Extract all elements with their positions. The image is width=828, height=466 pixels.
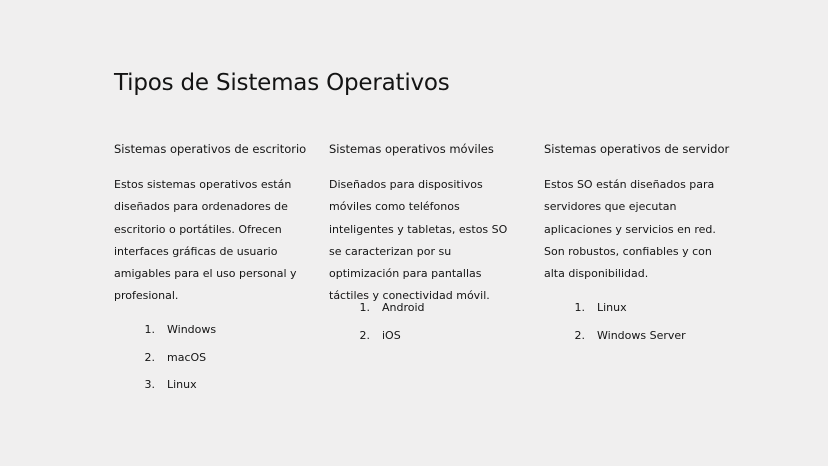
os-list: [566, 299, 686, 354]
slide-title: Tipos de Sistemas Operativos: [114, 70, 450, 96]
list-item: [136, 321, 216, 349]
list-item: [566, 327, 686, 355]
list-label: Linux: [167, 378, 197, 391]
list-label: Linux: [597, 301, 627, 314]
column-heading: Sistemas operativos de servidor: [544, 142, 730, 156]
column-mobile: [329, 140, 519, 342]
list-label: macOS: [167, 350, 207, 364]
list-item: [351, 327, 425, 355]
list-label: Windows Server: [597, 328, 686, 342]
column-heading: Sistemas operativos móviles: [329, 142, 494, 156]
list-number: 3.: [144, 378, 155, 391]
column-desktop: [114, 140, 307, 391]
list-number: 1.: [359, 301, 370, 314]
list-item: [136, 349, 216, 377]
list-item: [136, 376, 216, 404]
column-body: Diseñados para dispositivos móviles como teléfonos inteligentes y tabletas, estos SO se caracterizan por su optimización para pantallas táctiles y conectividad móvil.: [329, 178, 508, 303]
list-number: 1.: [574, 301, 585, 314]
column-body: Estos sistemas operativos están diseñados para ordenadores de escritorio o portátiles. Ofrecen interfaces gráficas de usuario amigables para el uso personal y profesional.: [114, 178, 297, 303]
os-list: [136, 321, 216, 404]
list-label: Windows: [167, 323, 217, 336]
list-item: [566, 299, 686, 327]
list-number: 2.: [359, 328, 370, 342]
list-number: 1.: [144, 323, 155, 336]
list-label: Android: [382, 301, 425, 314]
os-list: [351, 299, 425, 354]
column-heading: Sistemas operativos de escritorio: [114, 142, 307, 156]
list-number: 2.: [574, 328, 585, 342]
list-label: iOS: [382, 328, 401, 342]
column-body: Estos SO están diseñados para servidores que ejecutan aplicaciones y servicios en red. Son robustos, confiables y con alta disponibilidad.: [544, 178, 716, 281]
column-server: [544, 140, 734, 342]
list-item: [351, 299, 425, 327]
list-number: 2.: [144, 350, 155, 364]
